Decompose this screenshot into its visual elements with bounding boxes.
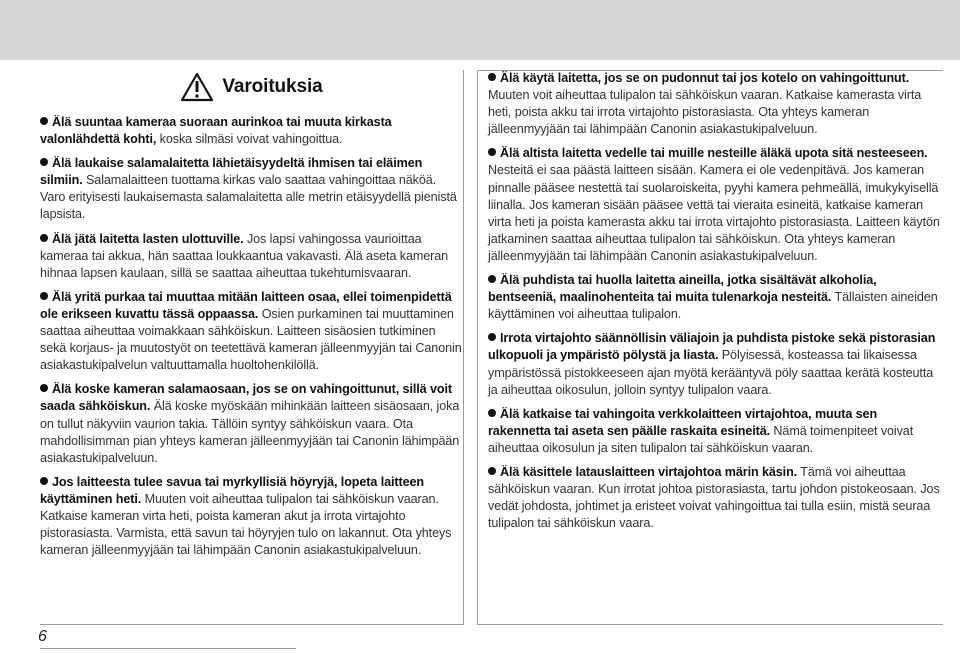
bullet-icon [488, 333, 496, 341]
warning-item [40, 381, 463, 466]
warning-item [488, 330, 943, 398]
warning-body: Osien purkaminen tai muuttaminen saattaa aiheuttaa voimakkaan sähköiskun. Laitteen sisäosien tutkiminen sekä korjaus- ja muutostyöt on teetettävä kameran jälleenmyyjän tai Canonin asiakastukipalvelun valtuuttamalla huoltohenkilöllä. [40, 306, 462, 373]
warning-lead: Älä laukaise salamalaitetta lähietäisyydeltä ihmisen tai eläimen silmiin. [40, 156, 423, 188]
top-gray-bar [0, 0, 960, 60]
right-warning-list [488, 70, 943, 532]
warning-item [488, 145, 943, 265]
warning-lead: Älä käytä laitetta, jos se on pudonnut tai jos kotelo on vahingoittunut. [500, 71, 910, 85]
bullet-icon [488, 467, 496, 475]
bullet-icon [488, 148, 496, 156]
bullet-icon [488, 275, 496, 283]
left-column-right-rule [463, 70, 464, 625]
bullet-icon [40, 117, 48, 125]
warning-lead: Älä katkaise tai vahingoita verkkolaitteen virtajohtoa, muuta sen rakennetta tai aseta sen päälle raskaita esineitä. [488, 406, 878, 438]
warning-triangle-icon [180, 72, 214, 102]
warning-body: Tämä voi aiheuttaa sähköiskun vaaran. Kun irrotat johtoa pistorasiasta, tartu johdon pistokeosaan. Jos vedät johdosta, johtimet ja eristeet voivat vahingoittua tai tulla esiin, mistä seuraa tulipalon tai sähköiskun vaara. [488, 464, 940, 531]
warning-body: Jos lapsi vahingossa vaurioittaa kameraa tai akkua, hän saattaa loukkaantua vakavasti. Älä aseta kameran hihnaa lapsen kaulaan, sillä se saattaa aiheuttaa tukehtumisvaaran. [40, 231, 449, 280]
warning-item [40, 231, 463, 282]
page-number: 6 [38, 628, 47, 645]
bullet-icon [40, 292, 48, 300]
bullet-icon [488, 73, 496, 81]
warning-lead: Älä altista laitetta vedelle tai muille nesteille äläkä upota sitä nesteeseen. [500, 146, 928, 161]
warning-lead: Jos laitteesta tulee savua tai myrkyllisiä höyryjä, lopeta laitteen käyttäminen heti. [40, 474, 424, 506]
warning-item [488, 406, 943, 457]
warning-body: Älä koske myöskään mihinkään laitteen sisäosaan, joka on tullut näkyviin vaurion takia. Tällöin syntyy sähköiskun vaara. Ota mahdollisimman pian yhteys kameran jälleenmyyjään tai Canonin lähimpään asiakastukipalveluun. [40, 399, 460, 465]
warning-item [40, 155, 463, 223]
bullet-icon [40, 477, 48, 485]
warning-lead: Älä yritä purkaa tai muuttaa mitään laitteen osaa, ellei toimenpidettä ole erikseen kuvattu tässä oppaassa. [40, 289, 452, 321]
warning-body: Pölyisessä, kosteassa tai likaisessa ympäristössä pistokkeeseen ajan myötä kerääntyvä pöly saattaa kerätä kosteutta ja aiheuttaa oikosulun, jolloin syntyy tulipalon vaara. [488, 348, 934, 397]
bullet-icon [40, 158, 48, 166]
left-warning-list [40, 114, 463, 559]
warning-item [40, 114, 463, 148]
bullet-icon [40, 234, 48, 242]
warning-body: Salamalaitteen tuottama kirkas valo saattaa vahingoittaa näköä. Varo erityisesti laukaisemasta salamalaitetta alle metrin etäisyydellä pienistä lapsista. [40, 173, 457, 222]
warning-item [488, 272, 943, 323]
warning-body: Nesteitä ei saa päästä laitteen sisään. Kamera ei ole vedenpitävä. Jos kameran pinnalle pääsee nestettä tai suolaroiskeita, pyyhi kamera pehmeällä, imukykyisellä liinalla. Jos kameran sisään pääsee vettä tai vieraita esineitä, katkaise kameran virta heti ja poista kamerasta akku tai irrota virtajohto pistorasiasta. Laitteen käytön jatkaminen saattaa aiheuttaa tulipalon tai sähköiskun. Ota yhteys kameran jälleenmyyjään tai lähimpään Canonin asiakastukipalveluun. [488, 163, 940, 263]
warning-body: Tällaisten aineiden käyttäminen voi aiheuttaa tulipalon. [488, 290, 938, 322]
warning-body: Muuten voit aiheuttaa tulipalon tai sähköiskun vaaran. Katkaise kamerasta virta heti, poista akku tai irrota virtajohto pistorasiasta. Ota yhteys kameran jälleenmyyjään tai lähimpään Canonin asiakastukipalveluun. [488, 88, 922, 137]
warning-body: Nämä toimenpiteet voivat aiheuttaa oikosulun ja siten tulipalon tai sähköiskun vaaran. [488, 423, 914, 455]
warning-lead: Irrota virtajohto säännöllisin väliajoin ja puhdista pistoke sekä pistorasian ulkopuoli ja ympäristö pölystä ja liasta. [488, 331, 936, 363]
warning-lead: Älä suuntaa kameraa suoraan aurinkoa tai muuta kirkasta valonlähdettä kohti, [40, 115, 392, 147]
bullet-icon [40, 384, 48, 392]
right-column-left-rule [477, 70, 478, 625]
page-title: Varoituksia [222, 76, 323, 98]
left-column-bottom-rule [40, 624, 464, 625]
warning-item [488, 464, 943, 532]
left-column [40, 70, 463, 566]
section-title-box [40, 70, 463, 104]
warning-item [488, 70, 943, 138]
right-column-bottom-rule [477, 624, 943, 625]
bullet-icon [488, 409, 496, 417]
warning-lead: Älä koske kameran salamaosaan, jos se on vahingoittunut, sillä voit saada sähköiskun. [40, 382, 452, 414]
warning-item [40, 289, 463, 374]
warning-lead: Älä puhdista tai huolla laitetta aineilla, jotka sisältävät alkoholia, bentseeniä, maalinohenteita tai muita tulenarkoja nesteitä. [488, 273, 877, 305]
warning-lead: Älä jätä laitetta lasten ulottuville. [52, 231, 244, 246]
warning-body: Muuten voit aiheuttaa tulipalon tai sähköiskun vaaran. Katkaise kameran virta heti, poista kameran akut ja irrota virtajohto pistorasiasta. Varmista, että savun tai höyryjen tulo on lakannut. Ota yhteys kameran jälleenmyyjään tai lähimpään Canonin asiakastukipalveluun. [40, 491, 452, 558]
warning-body: koska silmäsi voivat vahingoittua. [156, 132, 343, 147]
warning-item [40, 474, 463, 559]
right-column [488, 70, 943, 539]
warning-lead: Älä käsittele latauslaitteen virtajohtoa märin käsin. [500, 464, 798, 479]
footer-rule [40, 648, 296, 649]
